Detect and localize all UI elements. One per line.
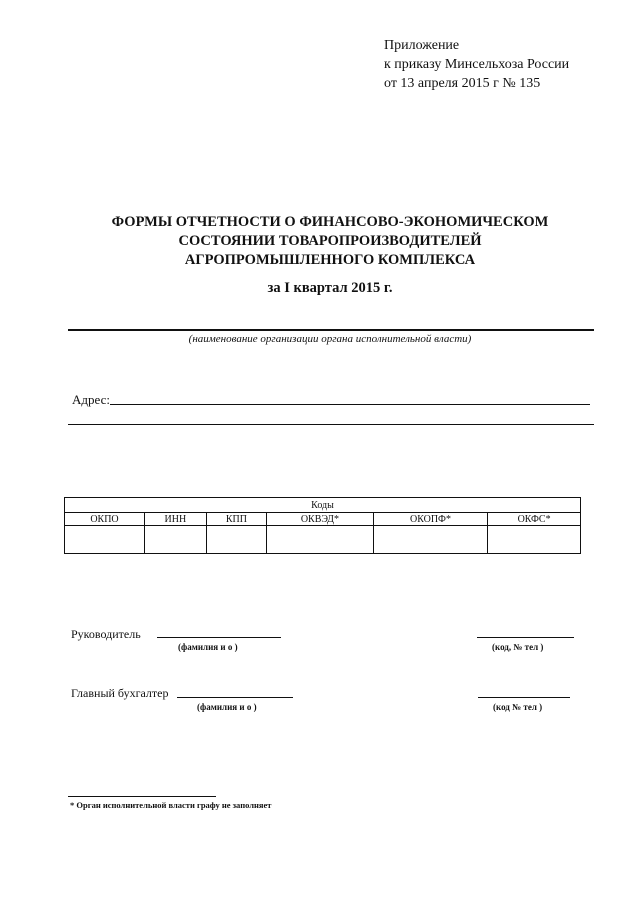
appendix-line-1: Приложение <box>384 38 460 53</box>
head-name-caption: (фамилия и о ) <box>178 642 238 652</box>
reporting-period: за I квартал 2015 г. <box>267 280 393 296</box>
codes-col-okpo: ОКПО <box>65 513 145 526</box>
accountant-name-field[interactable] <box>177 697 293 698</box>
appendix-line-2: к приказу Минсельхоза России <box>384 57 570 72</box>
title-line-3: АГРОПРОМЫШЛЕННОГО КОМПЛЕКСА <box>184 252 476 268</box>
accountant-phone-caption: (код № тел ) <box>493 702 543 712</box>
accountant-phone-field[interactable] <box>478 697 570 698</box>
address-field-line-1[interactable] <box>110 404 590 405</box>
accountant-label: Главный бухгалтер <box>71 686 169 700</box>
address-label: Адрес: <box>72 392 110 407</box>
head-phone-caption: (код, № тел ) <box>492 642 544 652</box>
org-name-caption: (наименование организации органа исполнительной власти) <box>188 333 472 345</box>
codes-cell-inn[interactable] <box>144 526 206 554</box>
codes-col-inn: ИНН <box>144 513 206 526</box>
document-title <box>60 213 600 270</box>
codes-table <box>64 497 581 554</box>
codes-col-okfs: ОКФС* <box>488 513 581 526</box>
codes-col-okved: ОКВЭД* <box>267 513 374 526</box>
footnote-separator <box>68 796 216 797</box>
codes-cell-okved[interactable] <box>267 526 374 554</box>
appendix-line-3: от 13 апреля 2015 г № 135 <box>384 76 541 91</box>
title-line-1: ФОРМЫ ОТЧЕТНОСТИ О ФИНАНСОВО-ЭКОНОМИЧЕСКОМ <box>111 214 549 230</box>
codes-cell-okpo[interactable] <box>65 526 145 554</box>
codes-cell-kpp[interactable] <box>206 526 266 554</box>
title-line-2: СОСТОЯНИИ ТОВАРОПРОИЗВОДИТЕЛЕЙ <box>178 233 482 249</box>
codes-col-okopf: ОКОПФ* <box>373 513 487 526</box>
head-label: Руководитель <box>71 627 141 641</box>
footnote: * Орган исполнительной власти графу не заполняет <box>70 800 272 810</box>
codes-cell-okfs[interactable] <box>488 526 581 554</box>
codes-cell-okopf[interactable] <box>373 526 487 554</box>
org-name-field[interactable] <box>68 329 594 331</box>
address-field-line-2[interactable] <box>68 424 594 425</box>
head-name-field[interactable] <box>157 637 281 638</box>
codes-header: Коды <box>65 498 581 513</box>
codes-col-kpp: КПП <box>206 513 266 526</box>
accountant-name-caption: (фамилия и о ) <box>197 702 257 712</box>
head-phone-field[interactable] <box>477 637 574 638</box>
appendix-block <box>384 36 569 93</box>
